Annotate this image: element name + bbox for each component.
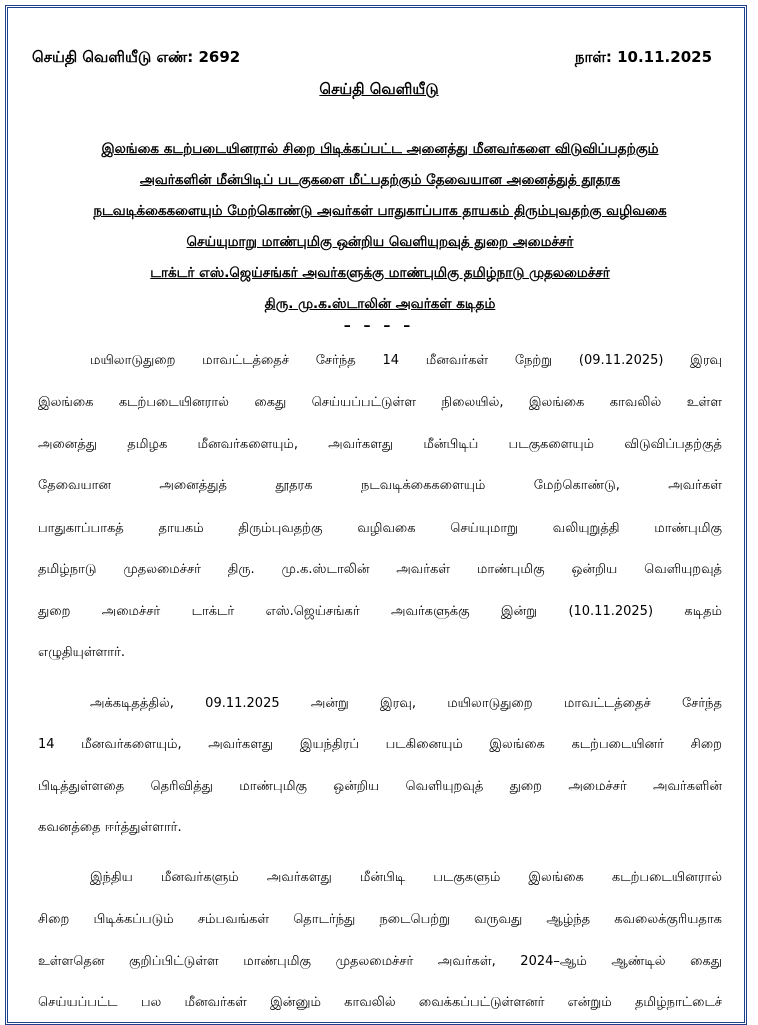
document-title-text: செய்தி வெளியீடு	[319, 80, 439, 98]
headline-line: அவர்களின் மீன்பிடிப் படகுகளை மீட்பதற்கும் தேவையான அனைத்துத் தூதரக	[139, 172, 621, 188]
body-line: துறை அமைச்சர் டாக்டர் எஸ்.ஜெய்சங்கர் அவர்களுக்கு இன்று (10.11.2025) கடிதம்	[38, 603, 722, 619]
headline-line: டாக்டர் எஸ்.ஜெய்சங்கர் அவர்களுக்கு மாண்புமிகு தமிழ்நாடு முதலமைச்சர்	[150, 265, 610, 281]
body-line: உள்ளதென குறிப்பிட்டுள்ள மாண்புமிகு முதலமைச்சர் அவர்கள், 2024–ஆம் ஆண்டில் கைது	[38, 953, 722, 969]
document-title	[0, 80, 758, 100]
headline-line: செய்யுமாறு மாண்புமிகு ஒன்றிய வெளியுறவுத் துறை அமைச்சர்	[186, 234, 574, 250]
body-line: கவனத்தை ஈர்த்துள்ளார்.	[38, 820, 182, 836]
headline-line: இலங்கை கடற்படையினரால் சிறை பிடிக்கப்பட்ட அனைத்து மீனவர்களை விடுவிப்பதற்கும்	[101, 141, 659, 157]
body-line: தமிழ்நாடு முதலமைச்சர் திரு. மு.க.ஸ்டாலின் அவர்கள் மாண்புமிகு ஒன்றிய வெளியுறவுத்	[38, 561, 722, 577]
body-line: சிறை பிடிக்கப்படும் சம்பவங்கள் தொடர்ந்து நடைபெற்று வருவது ஆழ்ந்த கவலைக்குரியதாக	[38, 911, 722, 927]
body-line: பாதுகாப்பாகத் தாயகம் திரும்புவதற்கு வழிவகை செய்யுமாறு வலியுறுத்தி மாண்புமிகு	[38, 520, 722, 536]
headline-line: நடவடிக்கைகளையும் மேற்கொண்டு அவர்கள் பாதுகாப்பாக தாயகம் திரும்புவதற்கு வழிவகை	[93, 203, 667, 219]
release-date: நாள்: 10.11.2025	[574, 48, 712, 66]
body-line: அனைத்து தமிழக மீனவர்களையும், அவர்களது மீன்பிடிப் படகுகளையும் விடுவிப்பதற்குத்	[38, 437, 722, 453]
body-line: இந்திய மீனவர்களும் அவர்களது மீன்பிடி படகுகளும் இலங்கை கடற்படையினரால்	[90, 870, 722, 886]
headline	[30, 134, 730, 320]
release-number: செய்தி வெளியீடு எண்: 2692	[32, 48, 241, 66]
body-line: 14 மீனவர்களையும், அவர்களது இயந்திரப் படகினையும் இலங்கை கடற்படையினர் சிறை	[38, 736, 722, 752]
body-line: செய்யப்பட்ட பல மீனவர்கள் இன்னும் காவலில் வைக்கப்பட்டுள்ளனர் என்றும் தமிழ்நாட்டைச்	[38, 995, 722, 1010]
body-line: அக்கடிதத்தில், 09.11.2025 அன்று இரவு, மயிலாடுதுறை மாவட்டத்தைச் சேர்ந்த	[90, 695, 722, 711]
body-line: இலங்கை கடற்படையினரால் கைது செய்யப்பட்டுள்ள நிலையில், இலங்கை காவலில் உள்ள	[38, 395, 722, 411]
separator: – – – –	[343, 318, 415, 334]
headline-line: திரு. மு.க.ஸ்டாலின் அவர்கள் கடிதம்	[264, 296, 496, 312]
body-line: எழுதியுள்ளார்.	[38, 645, 126, 661]
body-line: தேவையான அனைத்துத் தூதரக நடவடிக்கைகளையும் மேற்கொண்டு, அவர்கள்	[38, 478, 722, 494]
body-line: மயிலாடுதுறை மாவட்டத்தைச் சேர்ந்த 14 மீனவர்கள் நேற்று (09.11.2025) இரவு	[90, 353, 722, 368]
body-line: பிடித்துள்ளதை தெரிவித்து மாண்புமிகு ஒன்றிய வெளியுறவுத் துறை அமைச்சர் அவர்களின்	[38, 778, 722, 794]
